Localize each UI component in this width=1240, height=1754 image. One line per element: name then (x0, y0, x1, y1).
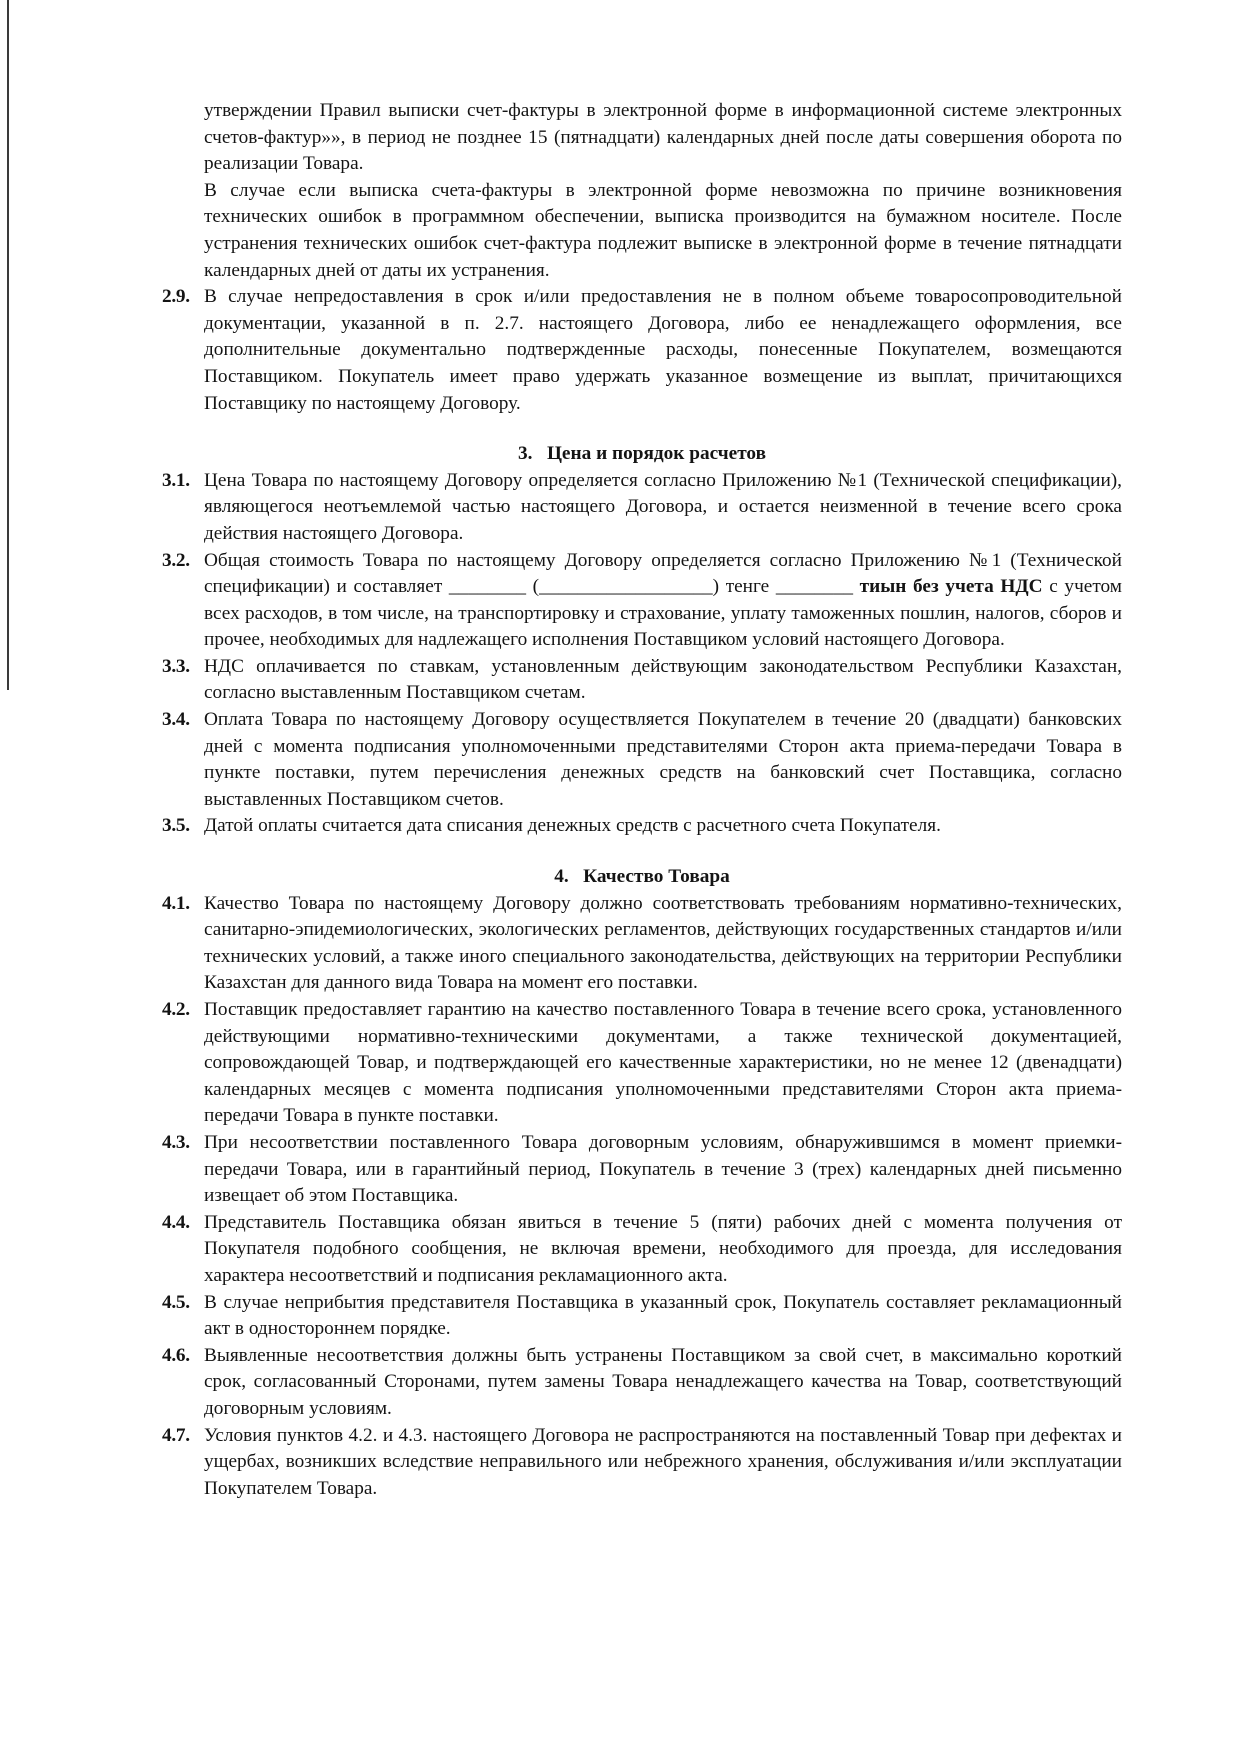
clause-text: При несоответствии поставленного Товара договорным условиям, обнаружившимся в момент приемки-передачи Товара, или в гарантийный период, Покупатель в течение 3 (трех) календарных дней письменно извещает об этом Поставщика. (204, 1131, 1122, 1207)
clause-3-3 (162, 654, 1122, 707)
clause-text (204, 548, 1122, 654)
clause-number: 4.2. (162, 999, 190, 1020)
clause-4-7 (162, 1423, 1122, 1503)
document-body (162, 98, 1122, 1502)
clause-4-1 (162, 891, 1122, 997)
clause-text: Оплата Товара по настоящему Договору осуществляется Покупателем в течение 20 (двадцати) банковских дней с момента подписания уполномоченными представителями Сторон акта приема-передачи Товара в пункте поставки, путем перечисления денежных средств на банковский счет Поставщика, согласно выставленных Поставщиком счетов. (204, 709, 1122, 810)
intro-paragraph-1: утверждении Правил выписки счет-фактуры в электронной форме в информационной системе электронных счетов-фактур»», в период не позднее 15 (пятнадцати) календарных дней после даты совершения оборота по реализации Товара. (204, 100, 1122, 175)
clause-3-1 (162, 468, 1122, 548)
clause-text: Поставщик предоставляет гарантию на качество поставленного Товара в течение всего срока, установленного действующими нормативно-техническими документами, а также технической документацией, сопровождающей Товар, и подтверждающей его качественные характеристики, но не менее 12 (двенадцати) календарных месяцев с момента подписания уполномоченными представителями Сторон акта приема-передачи Товара в пункте поставки. (204, 999, 1122, 1127)
clause-4-6 (162, 1343, 1122, 1423)
clause-text: Качество Товара по настоящему Договору должно соответствовать требованиям нормативно-технических, санитарно-эпидемиологических, экологических регламентов, действующих государственных стандартов и/или технических условий, а также иного специального законодательства, действующих на территории Республики Казахстан для данного вида Товара на момент его поставки. (204, 892, 1122, 994)
clause-3-5 (162, 813, 1122, 840)
clause-text: В случае непредоставления в срок и/или предоставления не в полном объеме товаросопроводительной документации, указанной в п. 2.7. настоящего Договора, либо ее ненадлежащего оформления, все дополнительные документально подтвержденные расходы, понесенные Покупателем, возмещаются Поставщиком. Покупатель имеет право удержать указанное возмещение из выплат, причитающихся Поставщику по настоящему Договору. (204, 286, 1122, 414)
clause-number: 3.4. (162, 709, 190, 731)
clause-text: Датой оплаты считается дата списания денежных средств с расчетного счета Покупателя. (204, 815, 941, 837)
scan-left-edge (7, 0, 9, 690)
clause-text-part-c: с учетом всех расходов, в том числе, на транспортировку и страхование, уплату таможенных пошлин, налогов, сборов и прочее, необходимых для надлежащего исполнения Поставщиком условий настоящего Договора. (204, 576, 1122, 651)
clause-number: 4.4. (162, 1211, 190, 1233)
clause-number: 4.6. (162, 1344, 190, 1366)
clause-number: 3.3. (162, 655, 190, 677)
clause-number: 3.5. (162, 815, 190, 837)
clause-2-9 (162, 284, 1122, 417)
clause-3-2 (162, 548, 1122, 654)
clause-number: 4.7. (162, 1424, 190, 1446)
clause-text: Цена Товара по настоящему Договору определяется согласно Приложению №1 (Технической спецификации), являющегося неотъемлемой частью настоящего Договора, и остается неизменной в течение всего срока действия настоящего Договора. (204, 469, 1122, 544)
clause-4-3 (162, 1130, 1122, 1210)
clause-number: 4.5. (162, 1291, 190, 1313)
clause-text: Выявленные несоответствия должны быть устранены Поставщиком за свой счет, в максимально короткий срок, согласованный Сторонами, путем замены Товара ненадлежащего качества на Товар, соответствующий договорным условиям. (204, 1344, 1122, 1419)
clause-number: 3.1. (162, 469, 190, 491)
section-4-heading: 4. Качество Товара (554, 866, 730, 888)
intro-paragraph-2: В случае если выписка счета-фактуры в электронной форме невозможна по причине возникновения технических ошибок в программном обеспечении, выписка производится на бумажном носителе. После устранения технических ошибок счет-фактура подлежит выписке в электронной форме в течение пятнадцати календарных дней от даты их устранения. (204, 179, 1122, 281)
clause-4-4 (162, 1210, 1122, 1290)
clause-4-5 (162, 1290, 1122, 1343)
clause-text-part-a: Общая стоимость Товара по настоящему Договору определяется согласно Приложению №1 (Технической спецификации) и составляет ________ (__________________) тенге ________ (204, 549, 1122, 598)
clause-text: Условия пунктов 4.2. и 4.3. настоящего Договора не распространяются на поставленный Товар при дефектах и ущербах, возникших вследствие неправильного или небрежного хранения, обслуживания и/или эксплуатации Покупателем Товара. (204, 1424, 1122, 1499)
clause-number: 4.3. (162, 1131, 190, 1153)
clause-text: НДС оплачивается по ставкам, установленным действующим законодательством Республики Казахстан, согласно выставленным Поставщиком счетам. (204, 655, 1122, 704)
clause-number: 2.9. (162, 286, 190, 308)
clause-text: В случае неприбытия представителя Поставщика в указанный срок, Покупатель составляет рекламационный акт в одностороннем порядке. (204, 1291, 1122, 1340)
section-3-heading: 3. Цена и порядок расчетов (518, 443, 766, 465)
clause-number: 3.2. (162, 549, 190, 571)
clause-4-2 (162, 997, 1122, 1130)
clause-text: Представитель Поставщика обязан явиться в течение 5 (пяти) рабочих дней с момента получения от Покупателя подобного сообщения, не включая времени, необходимого для проезда, для исследования характера несоответствий и подписания рекламационного акта. (204, 1211, 1122, 1286)
clause-3-4 (162, 707, 1122, 813)
clause-number: 4.1. (162, 892, 190, 914)
clause-text-bold: тиын без учета НДС (859, 576, 1043, 598)
